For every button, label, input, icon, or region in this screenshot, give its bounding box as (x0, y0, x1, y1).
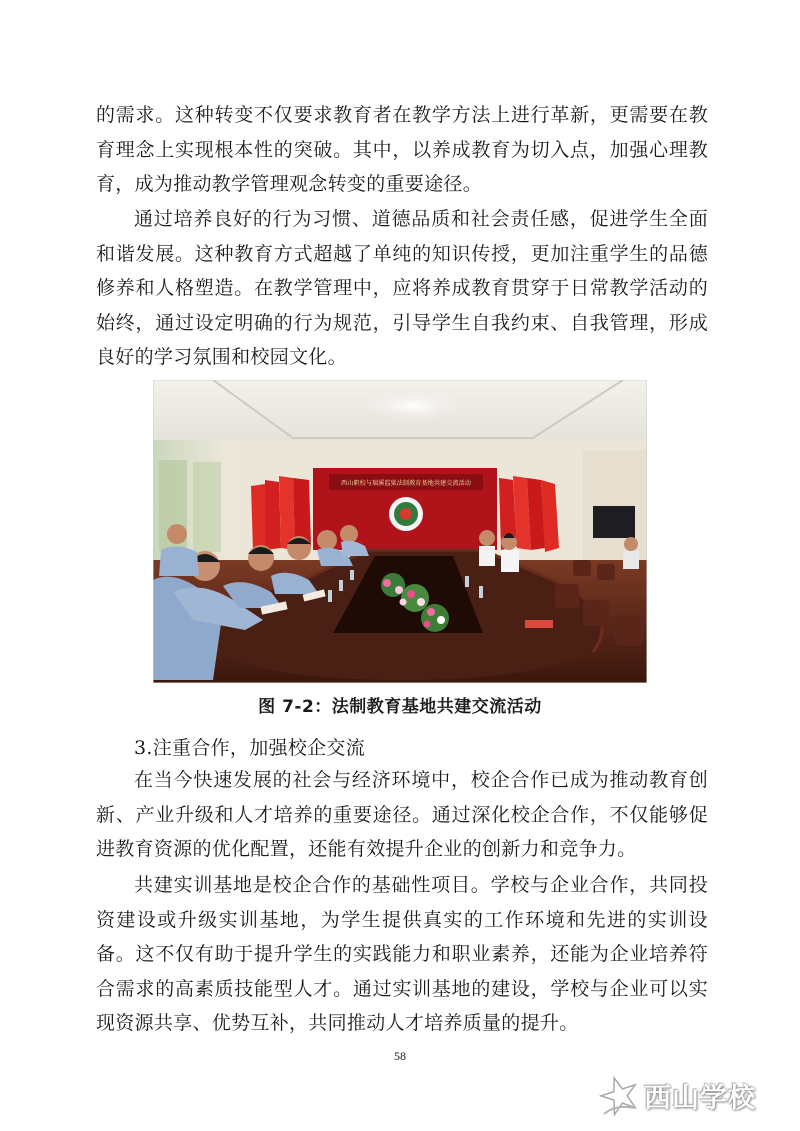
paragraph-habit-education: 通过培养良好的行为习惯、道德品质和社会责任感，促进学生全面和谐发展。这种教育方式超越了单纯的知识传授，更加注重学生的品德修养和人格塑造。在教学管理中，应将养成教育贯穿于日常教学活动的始终，通过设定明确的行为规范，引导学生自我约束、自我管理，形成良好的学习氛围和校园文化。 (96, 208, 708, 369)
ceiling-lamp (367, 392, 459, 420)
meeting-photo (153, 380, 647, 683)
paragraph-intro-continuation: 的需求。这种转变不仅要求教育者在教学方法上进行革新，更需要在教育理念上实现根本性的突破。其中，以养成教育为切入点，加强心理教育，成为推动教学管理观念转变的重要途径。 (96, 104, 708, 196)
watermark-text: 西山学校 (644, 1083, 756, 1114)
section-heading: 3.注重合作，加强校企交流 (134, 737, 366, 759)
banner-text: 西山职校与瑞溪监狱法制教育基地共建交流活动 (341, 480, 471, 487)
watermark (598, 1070, 788, 1120)
paragraph-school-enterprise: 在当今快速发展的社会与经济环境中，校企合作已成为推动教育创新、产业升级和人才培养的重要途径。通过深化校企合作，不仅能够促进教育资源的优化配置，还能有效提升企业的创新力和竞争力。 (96, 769, 708, 861)
figure-caption: 图 7-2：法制教育基地共建交流活动 (258, 697, 542, 717)
paragraph-training-base: 共建实训基地是校企合作的基础性项目。学校与企业合作，共同投资建设或升级实训基地，为学生提供真实的工作环境和先进的实训设备。这不仅有助于提升学生的实践能力和职业素养，还能为企业培养符合需求的高素质技能型人才。通过实训基地的建设，学校与企业可以实现资源共享、优势互补，共同推动人才培养质量的提升。 (96, 874, 708, 1035)
wall-tv (593, 506, 635, 538)
star-logo-icon (598, 1074, 642, 1118)
page-number: 58 (394, 1049, 406, 1063)
